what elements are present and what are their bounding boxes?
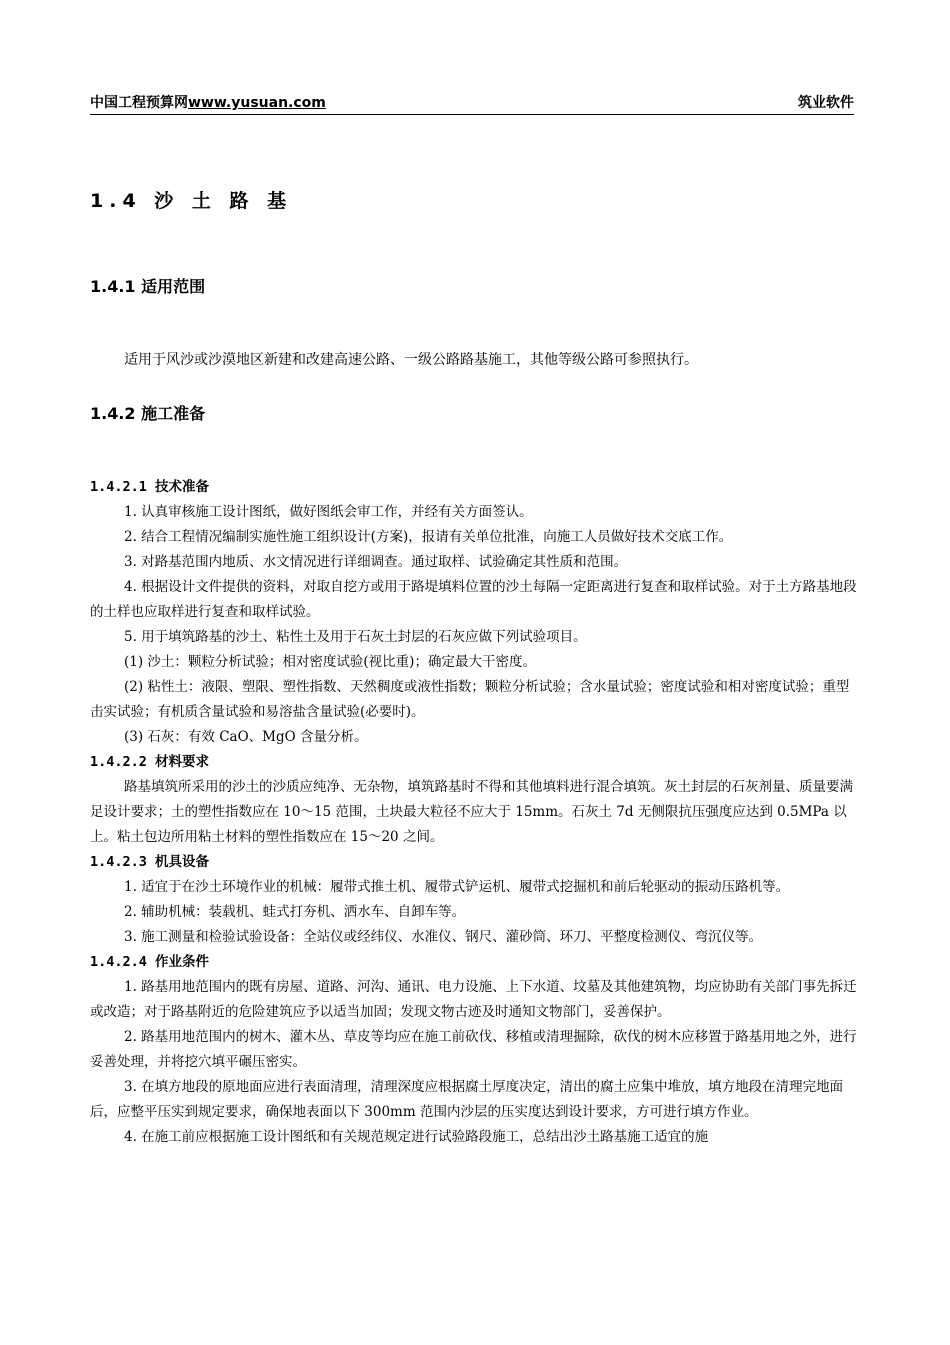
paragraph: 3. 在填方地段的原地面应进行表面清理，清理深度应根据腐土厚度决定，清出的腐土应集中堆放，填方地段在清理完地面后，应整平压实到规定要求，确保地表面以下 300mm 范围内沙层的压实度达到设计要求，方可进行填方作业。	[90, 1079, 844, 1120]
subsection-heading-materials: 1.4.2.2 材料要求	[90, 754, 210, 770]
paragraph: 4. 根据设计文件提供的资料，对取自挖方或用于路堤填料位置的沙土每隔一定距离进行复查和取样试验。对于土方路基地段的土样也应取样进行复查和取样试验。	[90, 579, 857, 620]
header-site-name: 中国工程预算网	[90, 95, 188, 111]
chapter-title: 1.4 沙 土 路 基	[90, 190, 293, 212]
paragraph: (1) 沙土：颗粒分析试验；相对密度试验(视比重)；确定最大干密度。	[124, 654, 536, 670]
section-heading-scope: 1.4.1 适用范围	[90, 277, 206, 296]
paragraph: 3. 施工测量和检验试验设备：全站仪或经纬仪、水准仪、钢尺、灌砂筒、环刀、平整度检测仪、弯沉仪等。	[124, 929, 763, 945]
paragraph: 1. 认真审核施工设计图纸，做好图纸会审工作，并经有关方面签认。	[124, 504, 533, 520]
header-brand: 筑业软件	[798, 95, 854, 111]
paragraph: 3. 对路基范围内地质、水文情况进行详细调查。通过取样、试验确定其性质和范围。	[124, 554, 628, 570]
subsection-heading-technical: 1.4.2.1 技术准备	[90, 479, 210, 495]
header-url-link[interactable]: www.yusuan.com	[188, 95, 326, 111]
paragraph: 2. 结合工程情况编制实施性施工组织设计(方案)，报请有关单位批准，向施工人员做好技术交底工作。	[124, 529, 733, 545]
paragraph: (3) 石灰：有效 CaO、MgO 含量分析。	[124, 729, 368, 745]
preparation-body	[90, 475, 860, 1150]
paragraph: 2. 路基用地范围内的树木、灌木丛、草皮等均应在施工前砍伐、移植或清理掘除，砍伐的树木应移置于路基用地之外，进行妥善处理，并将挖穴填平碾压密实。	[90, 1029, 857, 1070]
paragraph: (2) 粘性土：液限、塑限、塑性指数、天然稠度或液性指数；颗粒分析试验；含水量试验；密度试验和相对密度试验；重型击实试验；有机质含量试验和易溶盐含量试验(必要时)。	[90, 679, 850, 720]
scope-paragraph: 适用于风沙或沙漠地区新建和改建高速公路、一级公路路基施工，其他等级公路可参照执行。	[124, 352, 698, 368]
paragraph: 5. 用于填筑路基的沙土、粘性土及用于石灰土封层的石灰应做下列试验项目。	[124, 629, 587, 645]
paragraph: 2. 辅助机械：装载机、蛙式打夯机、洒水车、自卸车等。	[124, 904, 466, 920]
header-left	[90, 94, 326, 112]
paragraph: 1. 路基用地范围内的既有房屋、道路、河沟、通讯、电力设施、上下水道、坟墓及其他建筑物，均应协助有关部门事先拆迁或改造；对于路基附近的危险建筑应予以适当加固；发现文物古迹及时通知文物部门，妥善保护。	[90, 979, 857, 1020]
paragraph: 4. 在施工前应根据施工设计图纸和有关规范规定进行试验路段施工，总结出沙土路基施工适宜的施	[124, 1129, 709, 1145]
page-header	[90, 94, 854, 115]
subsection-heading-conditions: 1.4.2.4 作业条件	[90, 954, 210, 970]
paragraph: 路基填筑所采用的沙土的沙质应纯净、无杂物，填筑路基时不得和其他填料进行混合填筑。灰土封层的石灰剂量、质量要满足设计要求；土的塑性指数应在 10～15 范围，土块最大粒径不应大于 15mm。石灰土 7d 无侧限抗压强度应达到 0.5MPa 以上。粘土包边所用粘土材料的塑性指数应在 15～20 之间。	[90, 779, 853, 845]
paragraph: 1. 适宜于在沙土环境作业的机械：履带式推土机、履带式铲运机、履带式挖掘机和前后轮驱动的振动压路机等。	[124, 879, 790, 895]
section-heading-preparation: 1.4.2 施工准备	[90, 404, 206, 423]
subsection-heading-equipment: 1.4.2.3 机具设备	[90, 854, 210, 870]
